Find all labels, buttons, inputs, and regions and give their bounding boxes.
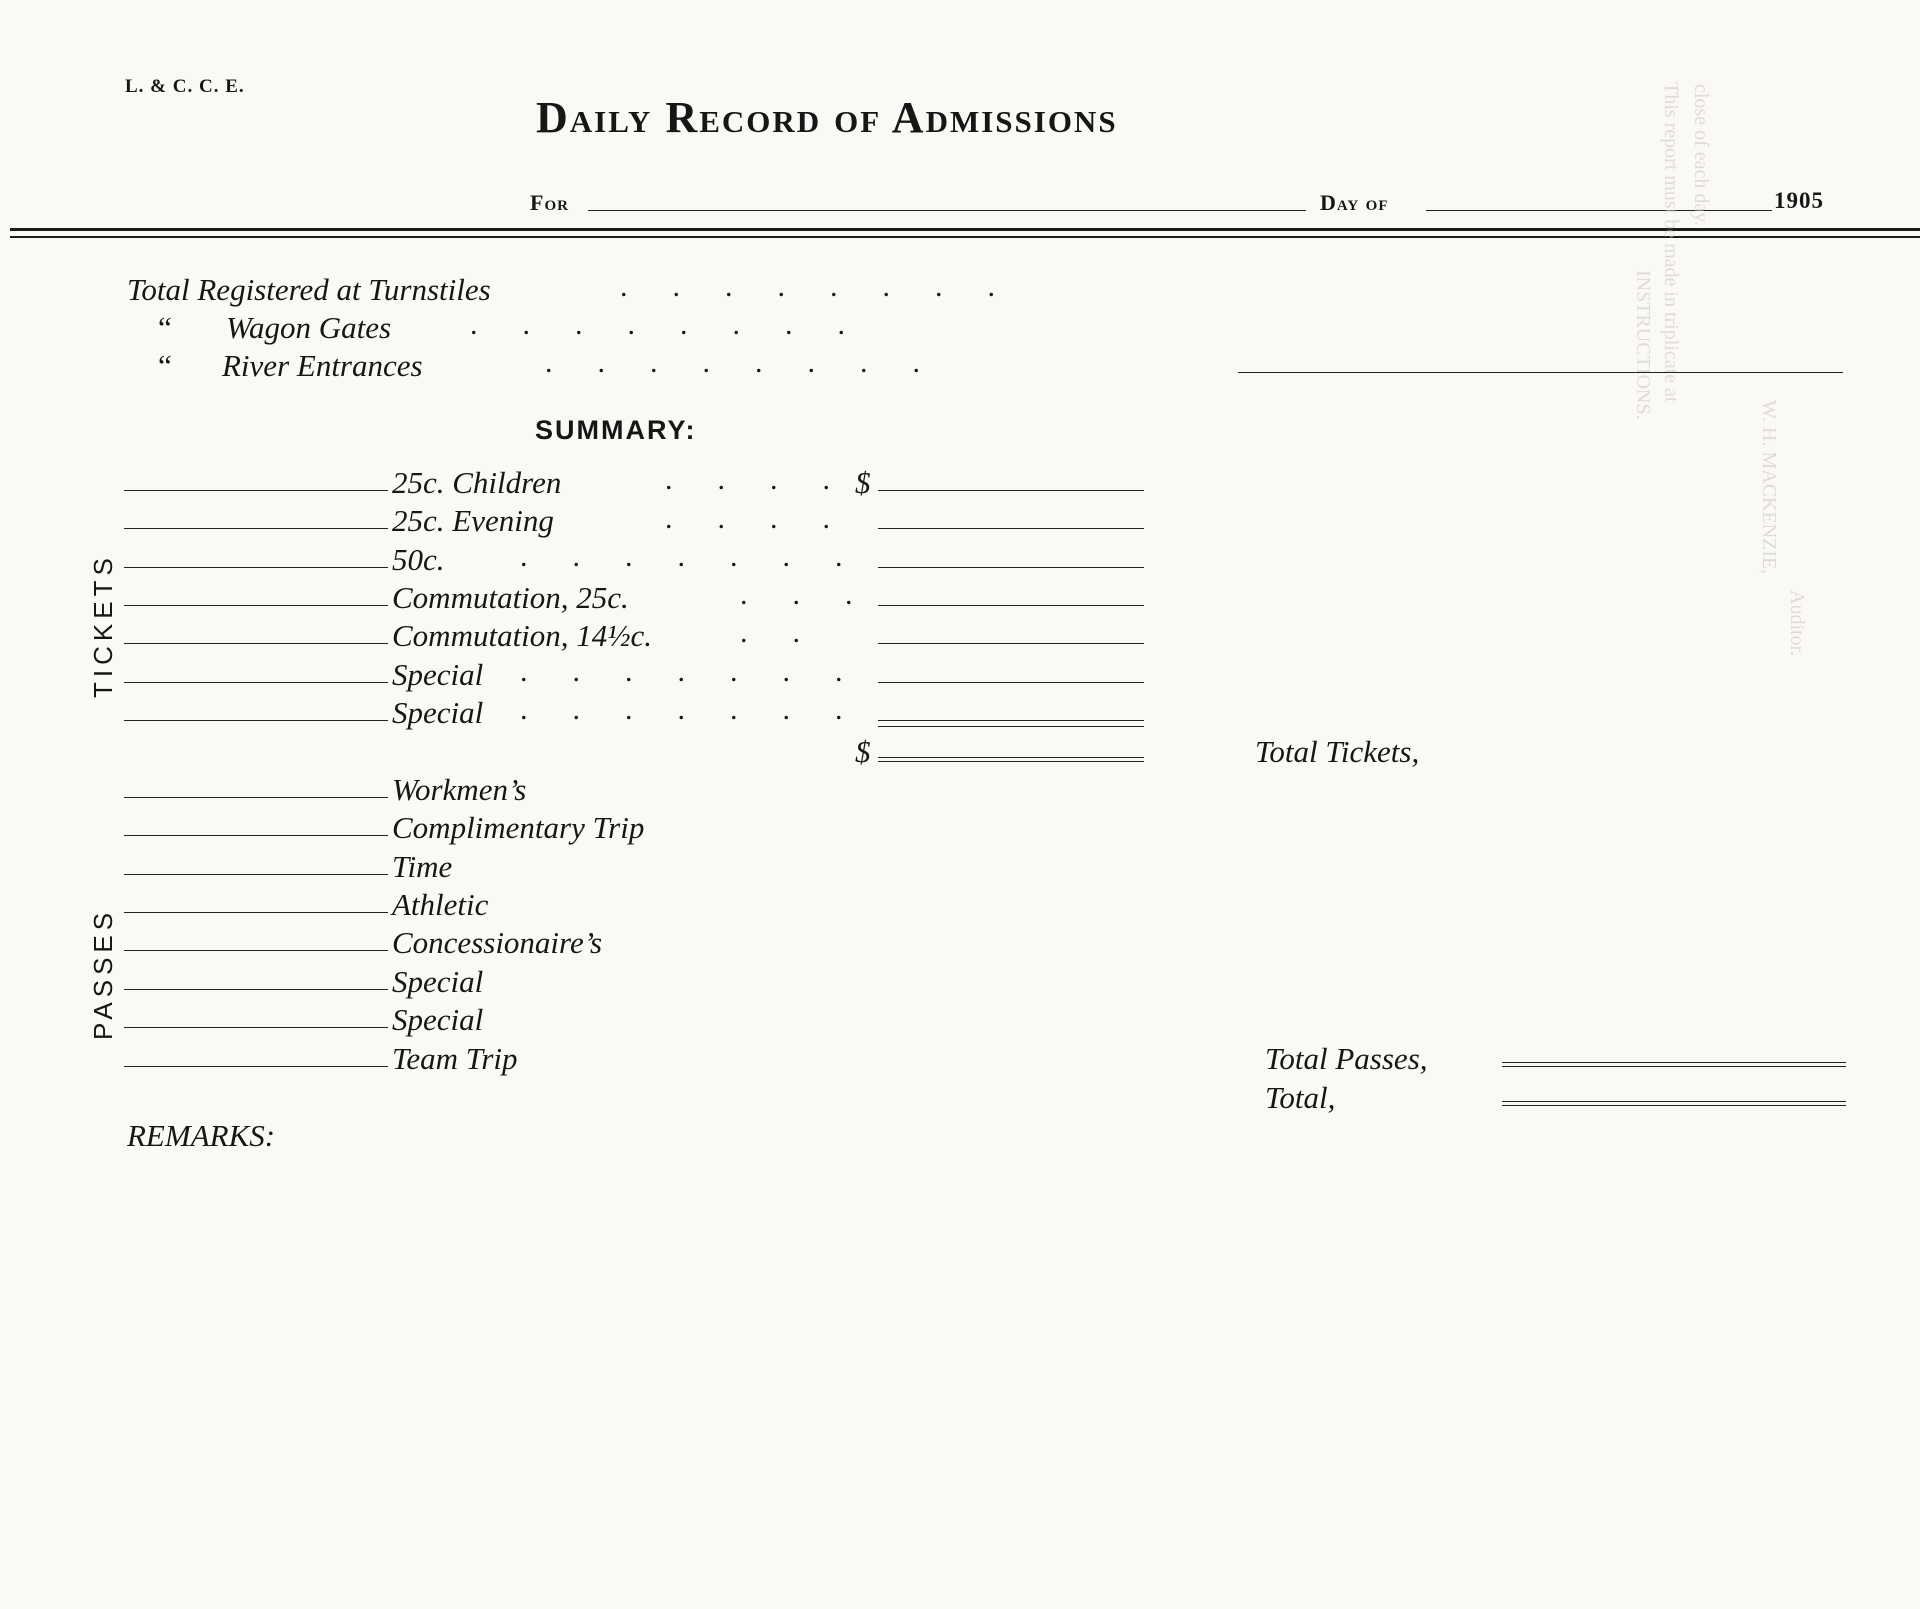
pass-type-label: Special (392, 1002, 484, 1037)
remarks-label: REMARKS: (127, 1118, 276, 1153)
pass-type-label: Complimentary Trip (392, 810, 645, 845)
year-label: 1905 (1774, 188, 1824, 213)
total-tickets-label: Total Tickets, (1255, 734, 1420, 769)
reverse-side-text: This report must be made in triplicate at (1660, 82, 1682, 403)
total-passes-blank[interactable] (1502, 1062, 1846, 1067)
pass-count-blank[interactable] (124, 989, 388, 990)
ticket-count-blank[interactable] (124, 605, 388, 606)
ticket-type-label: 25c. Evening (392, 503, 554, 538)
day-of-blank[interactable] (1426, 210, 1772, 211)
ticket-amount-blank[interactable] (878, 567, 1144, 568)
tickets-total-blank[interactable] (878, 757, 1144, 762)
leader-dots: . . . . (665, 502, 830, 535)
header-rule-2 (10, 236, 1920, 238)
ticket-amount-blank[interactable] (878, 490, 1144, 491)
ticket-type-label: Commutation, 25c. (392, 580, 629, 615)
ticket-count-blank[interactable] (124, 720, 388, 721)
passes-section-label: PASSES (88, 907, 118, 1040)
leader-dots: . . . . . . . (520, 540, 843, 573)
ticket-count-blank[interactable] (124, 643, 388, 644)
organization-mark: L. & C. C. E. (125, 76, 245, 97)
registered-river-entrances-label: River Entrances (222, 348, 423, 383)
pass-type-label: Team Trip (392, 1041, 518, 1076)
tickets-section-label: TICKETS (88, 553, 118, 698)
leader-dots: . . . (740, 578, 853, 611)
pass-count-blank[interactable] (124, 950, 388, 951)
summary-heading: SUMMARY: (535, 415, 697, 445)
ticket-count-blank[interactable] (124, 490, 388, 491)
ticket-type-label: 50c. (392, 542, 445, 577)
reverse-side-signature-title: Auditor. (1786, 590, 1808, 657)
ticket-amount-blank[interactable] (878, 720, 1144, 721)
ticket-type-label: 25c. Children (392, 465, 562, 500)
for-blank[interactable] (588, 210, 1306, 211)
for-label: For (530, 190, 569, 215)
pass-type-label: Workmen’s (392, 772, 527, 807)
ticket-count-blank[interactable] (124, 528, 388, 529)
leader-dots: . . (740, 616, 800, 649)
reverse-side-text-2: close of each day. (1690, 84, 1712, 226)
pass-count-blank[interactable] (124, 912, 388, 913)
leader-dots: . . . . . . . . (620, 270, 995, 303)
leader-dots: . . . . . . . (520, 655, 843, 688)
grand-total-blank[interactable] (1502, 1101, 1846, 1106)
header-rule (10, 228, 1920, 231)
pass-type-label: Athletic (392, 887, 489, 922)
leader-dots: . . . . . . . . (545, 346, 920, 379)
ticket-count-blank[interactable] (124, 682, 388, 683)
ticket-amount-blank[interactable] (878, 643, 1144, 644)
ticket-subtotal-rule (878, 726, 1144, 727)
registered-wagon-gates-label: Wagon Gates (226, 310, 392, 345)
grand-total-label: Total, (1265, 1080, 1336, 1115)
pass-count-blank[interactable] (124, 797, 388, 798)
pass-type-label: Concessionaire’s (392, 925, 603, 960)
pass-count-blank[interactable] (124, 835, 388, 836)
ditto-mark: “ (158, 310, 172, 345)
reverse-side-signature: W. H. MACKENZIE, (1758, 400, 1780, 575)
leader-dots: . . . . (665, 463, 830, 496)
ticket-type-label: Special (392, 695, 484, 730)
pass-count-blank[interactable] (124, 1027, 388, 1028)
ditto-mark: “ (158, 348, 172, 383)
pass-count-blank[interactable] (124, 1066, 388, 1067)
ticket-count-blank[interactable] (124, 567, 388, 568)
ticket-type-label: Commutation, 14½c. (392, 618, 653, 653)
form-title: Daily Record of Admissions (536, 93, 1118, 142)
remarks-area[interactable] (127, 1160, 1847, 1560)
ticket-type-label: Special (392, 657, 484, 692)
leader-dots: . . . . . . . . (470, 308, 845, 341)
pass-count-blank[interactable] (124, 874, 388, 875)
dollar-sign: $ (855, 465, 871, 500)
ticket-amount-blank[interactable] (878, 605, 1144, 606)
dollar-sign: $ (855, 734, 871, 769)
registered-total-blank[interactable] (1238, 372, 1843, 373)
ticket-amount-blank[interactable] (878, 682, 1144, 683)
pass-type-label: Time (392, 849, 453, 884)
registered-turnstiles-label: Total Registered at Turnstiles (127, 272, 491, 307)
total-passes-label: Total Passes, (1265, 1041, 1428, 1076)
pass-type-label: Special (392, 964, 484, 999)
day-of-label: Day of (1320, 190, 1389, 215)
ticket-amount-blank[interactable] (878, 528, 1144, 529)
reverse-side-instructions: INSTRUCTIONS. (1632, 270, 1654, 420)
leader-dots: . . . . . . . (520, 693, 843, 726)
